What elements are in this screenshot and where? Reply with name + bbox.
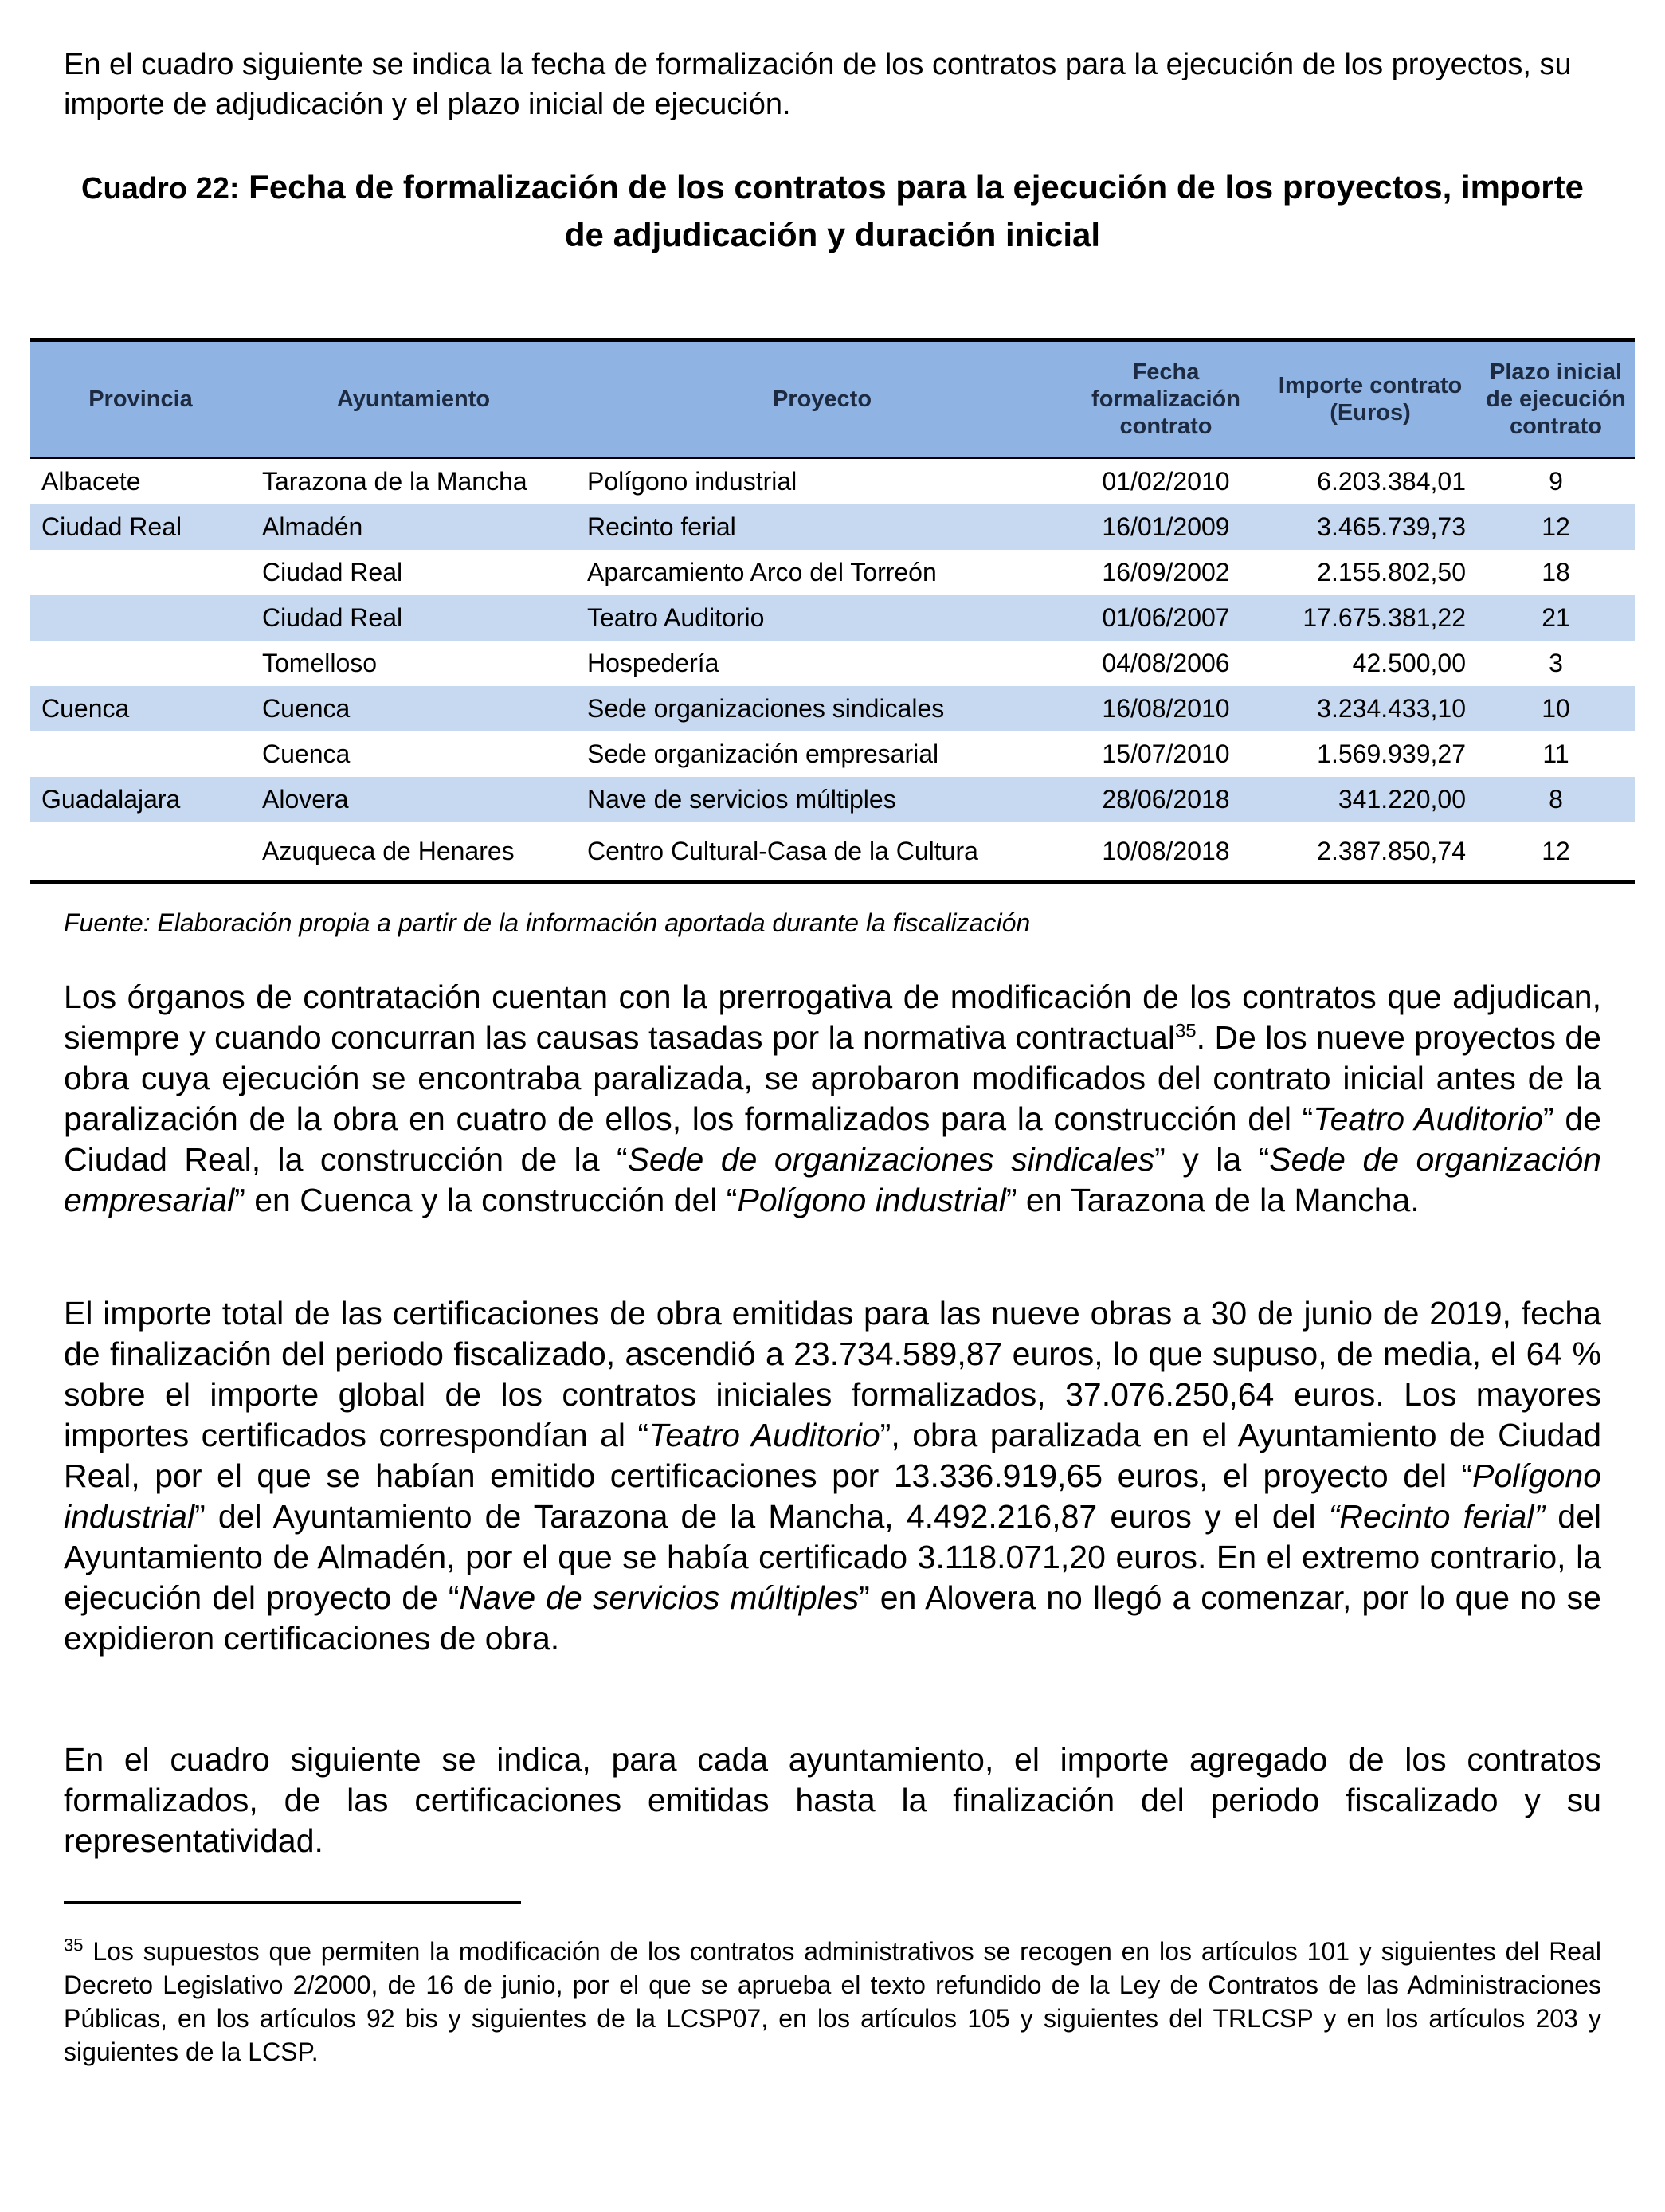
- header-importe: Importe contrato (Euros): [1263, 340, 1477, 458]
- para2-italic-4: Nave de servicios múltiples: [459, 1579, 860, 1616]
- cell-ayuntamiento: Ciudad Real: [251, 595, 576, 641]
- cell-provincia: Cuenca: [30, 686, 251, 731]
- cell-plazo: 11: [1542, 739, 1569, 768]
- cell-importe: 341.220,00: [1263, 777, 1477, 822]
- cell-provincia: Albacete: [41, 467, 141, 496]
- table-body: [30, 458, 1635, 882]
- cell-ayuntamiento: Tarazona de la Mancha: [262, 467, 527, 496]
- cell-fecha: 15/07/2010: [1102, 739, 1230, 768]
- cell-importe: 1.569.939,27: [1317, 739, 1466, 768]
- table-source: Fuente: Elaboración propia a partir de la información aportada durante la fiscalización: [64, 908, 1031, 937]
- cell-provincia: [30, 822, 251, 882]
- table-title-label: Cuadro 22:: [81, 172, 240, 206]
- para2-text-b: ”, obra paralizada en el Ayuntamiento de Ciudad Real, por el que se habían emitido certificaciones por 13.336.919,65 euros, el proyecto del “: [64, 1417, 1602, 1494]
- para1-italic-2: Sede de organizaciones sindicales: [627, 1141, 1155, 1178]
- cell-fecha: 16/09/2002: [1102, 558, 1230, 586]
- cell-provincia: [30, 595, 251, 641]
- table-row: [30, 641, 1635, 686]
- cell-provincia: Ciudad Real: [30, 504, 251, 550]
- intro-paragraph: En el cuadro siguiente se indica la fecha de formalización de los contratos para la ejecución de los proyectos, su importe de adjudicación y el plazo inicial de ejecución.: [64, 48, 1572, 121]
- cell-proyecto: Centro Cultural-Casa de la Cultura: [587, 836, 978, 865]
- cell-ayuntamiento: Tomelloso: [262, 649, 378, 677]
- cell-provincia: [30, 641, 251, 686]
- para2-italic-2: Polígono industrial: [64, 1457, 1601, 1535]
- header-proyecto: Proyecto: [576, 340, 1068, 458]
- cell-fecha: 01/06/2007: [1068, 595, 1263, 641]
- para1-italic-4: Polígono industrial: [737, 1182, 1006, 1218]
- cell-plazo: 3: [1549, 649, 1563, 677]
- footnote-35: [64, 1935, 1601, 2069]
- cell-proyecto: Recinto ferial: [576, 504, 1068, 550]
- cell-plazo: 12: [1542, 836, 1570, 865]
- cell-fecha: 10/08/2018: [1102, 836, 1230, 865]
- cell-plazo: 21: [1477, 595, 1635, 641]
- cell-proyecto: Nave de servicios múltiples: [576, 777, 1068, 822]
- cell-importe: 2.387.850,74: [1317, 836, 1466, 865]
- cell-importe: 2.155.802,50: [1317, 558, 1466, 586]
- cell-provincia: [30, 731, 251, 777]
- table-row: [30, 686, 1635, 731]
- cell-plazo: 8: [1477, 777, 1635, 822]
- para1-italic-3: Sede de organización empresarial: [64, 1141, 1601, 1218]
- cell-proyecto: Sede organización empresarial: [587, 739, 939, 768]
- table-row: [30, 822, 1635, 882]
- header-ayuntamiento: Ayuntamiento: [251, 340, 576, 458]
- contracts-table: [30, 338, 1635, 884]
- footnote-text: Los supuestos que permiten la modificación de los contratos administrativos se recogen en los artículos 101 y siguientes del Real Decreto Legislativo 2/2000, de 16 de junio, por el que se aprueba el texto refundido de la Ley de Contratos de las Administraciones Públicas, en los artículos 92 bis y siguientes de la LCSP07, en los artículos 105 y siguientes del TRLCSP y en los artículos 203 y siguientes de la LCSP.: [64, 1937, 1601, 2066]
- header-plazo: Plazo inicial de ejecución contrato: [1477, 340, 1635, 458]
- cell-proyecto: Polígono industrial: [587, 467, 797, 496]
- header-provincia: Provincia: [30, 340, 251, 458]
- footnote-number: 35: [64, 1935, 84, 1955]
- cell-ayuntamiento: Ciudad Real: [262, 558, 403, 586]
- paragraph-cuadro-siguiente: En el cuadro siguiente se indica, para cada ayuntamiento, el importe agregado de los contratos formalizados, de las certificaciones emitidas hasta la finalización del periodo fiscalizado y su representatividad.: [64, 1741, 1601, 1859]
- table-row: [30, 595, 1635, 641]
- para1-text-f: ” en Tarazona de la Mancha.: [1005, 1182, 1420, 1218]
- para2-italic-3: “Recinto ferial”: [1328, 1498, 1546, 1535]
- para1-italic-1: Teatro Auditorio: [1313, 1100, 1544, 1137]
- cell-fecha: 16/01/2009: [1068, 504, 1263, 550]
- cell-fecha: 04/08/2006: [1102, 649, 1230, 677]
- cell-provincia: [30, 550, 251, 595]
- table-row: [30, 731, 1635, 777]
- para1-text-b: . De los nueve proyectos de obra cuya ejecución se encontraba paralizada, se aprobaron modificados del contrato inicial antes de la paralización de la obra en cuatro de ellos, los formalizados para la construcción del “: [64, 1019, 1601, 1137]
- cell-proyecto: Hospedería: [587, 649, 719, 677]
- cell-plazo: 10: [1477, 686, 1635, 731]
- cell-importe: 42.500,00: [1352, 649, 1466, 677]
- cell-ayuntamiento: Azuqueca de Henares: [262, 836, 515, 865]
- table-row: [30, 550, 1635, 595]
- footnote-ref: 35: [1174, 1020, 1197, 1042]
- cell-proyecto: Aparcamiento Arco del Torreón: [587, 558, 937, 586]
- cell-importe: 17.675.381,22: [1263, 595, 1477, 641]
- table-row: [30, 458, 1635, 505]
- cell-ayuntamiento: Cuenca: [251, 686, 576, 731]
- para2-text-e: ” en Alovera no llegó a comenzar, por lo que no se expidieron certificaciones de obra.: [64, 1579, 1601, 1657]
- cell-fecha: 01/02/2010: [1102, 467, 1230, 496]
- para2-italic-1: Teatro Auditorio: [648, 1417, 880, 1453]
- table-title: [64, 164, 1601, 258]
- cell-importe: 3.465.739,73: [1263, 504, 1477, 550]
- cell-ayuntamiento: Alovera: [251, 777, 576, 822]
- cell-ayuntamiento: Cuenca: [262, 739, 351, 768]
- para1-text-c: ” de Ciudad Real, la construcción de la “: [64, 1100, 1601, 1178]
- cell-ayuntamiento: Almadén: [251, 504, 576, 550]
- header-fecha: Fecha formalización contrato: [1068, 340, 1263, 458]
- para2-text-c: ” del Ayuntamiento de Tarazona de la Mancha, 4.492.216,87 euros y el del: [194, 1498, 1329, 1535]
- para2-text-a: El importe total de las certificaciones de obra emitidas para las nueve obras a 30 de junio de 2019, fecha de finalización del periodo fiscalizado, ascendió a 23.734.589,87 euros, lo que supuso, de media, el 64 % sobre el importe global de los contratos iniciales formalizados, 37.076.250,64 euros. Los mayores importes certificados correspondían al “: [64, 1295, 1601, 1453]
- cell-importe: 6.203.384,01: [1317, 467, 1466, 496]
- table-row: [30, 777, 1635, 822]
- cell-fecha: 28/06/2018: [1068, 777, 1263, 822]
- para1-text-d: ” y la “: [1154, 1141, 1270, 1178]
- paragraph-modificados: [64, 977, 1601, 1221]
- cell-fecha: 16/08/2010: [1068, 686, 1263, 731]
- table-header-row: [30, 340, 1635, 458]
- cell-plazo: 9: [1549, 467, 1563, 496]
- paragraph-certificaciones: [64, 1293, 1601, 1659]
- cell-importe: 3.234.433,10: [1263, 686, 1477, 731]
- footnote-separator: [64, 1901, 521, 1904]
- cell-plazo: 18: [1542, 558, 1570, 586]
- para2-text-d: del Ayuntamiento de Almadén, por el que se había certificado 3.118.071,20 euros. En el extremo contrario, la ejecución del proyecto de “: [64, 1498, 1601, 1616]
- para1-text-a: Los órganos de contratación cuentan con la prerrogativa de modificación de los contratos que adjudican, siempre y cuando concurran las causas tasadas por la normativa contractual: [64, 979, 1601, 1056]
- table-row: [30, 504, 1635, 550]
- para1-text-e: ” en Cuenca y la construcción del “: [234, 1182, 738, 1218]
- table-title-text: Fecha de formalización de los contratos para la ejecución de los proyectos, importe de adjudicación y duración inicial: [249, 168, 1584, 253]
- cell-proyecto: Sede organizaciones sindicales: [576, 686, 1068, 731]
- cell-plazo: 12: [1477, 504, 1635, 550]
- cell-proyecto: Teatro Auditorio: [576, 595, 1068, 641]
- cell-provincia: Guadalajara: [30, 777, 251, 822]
